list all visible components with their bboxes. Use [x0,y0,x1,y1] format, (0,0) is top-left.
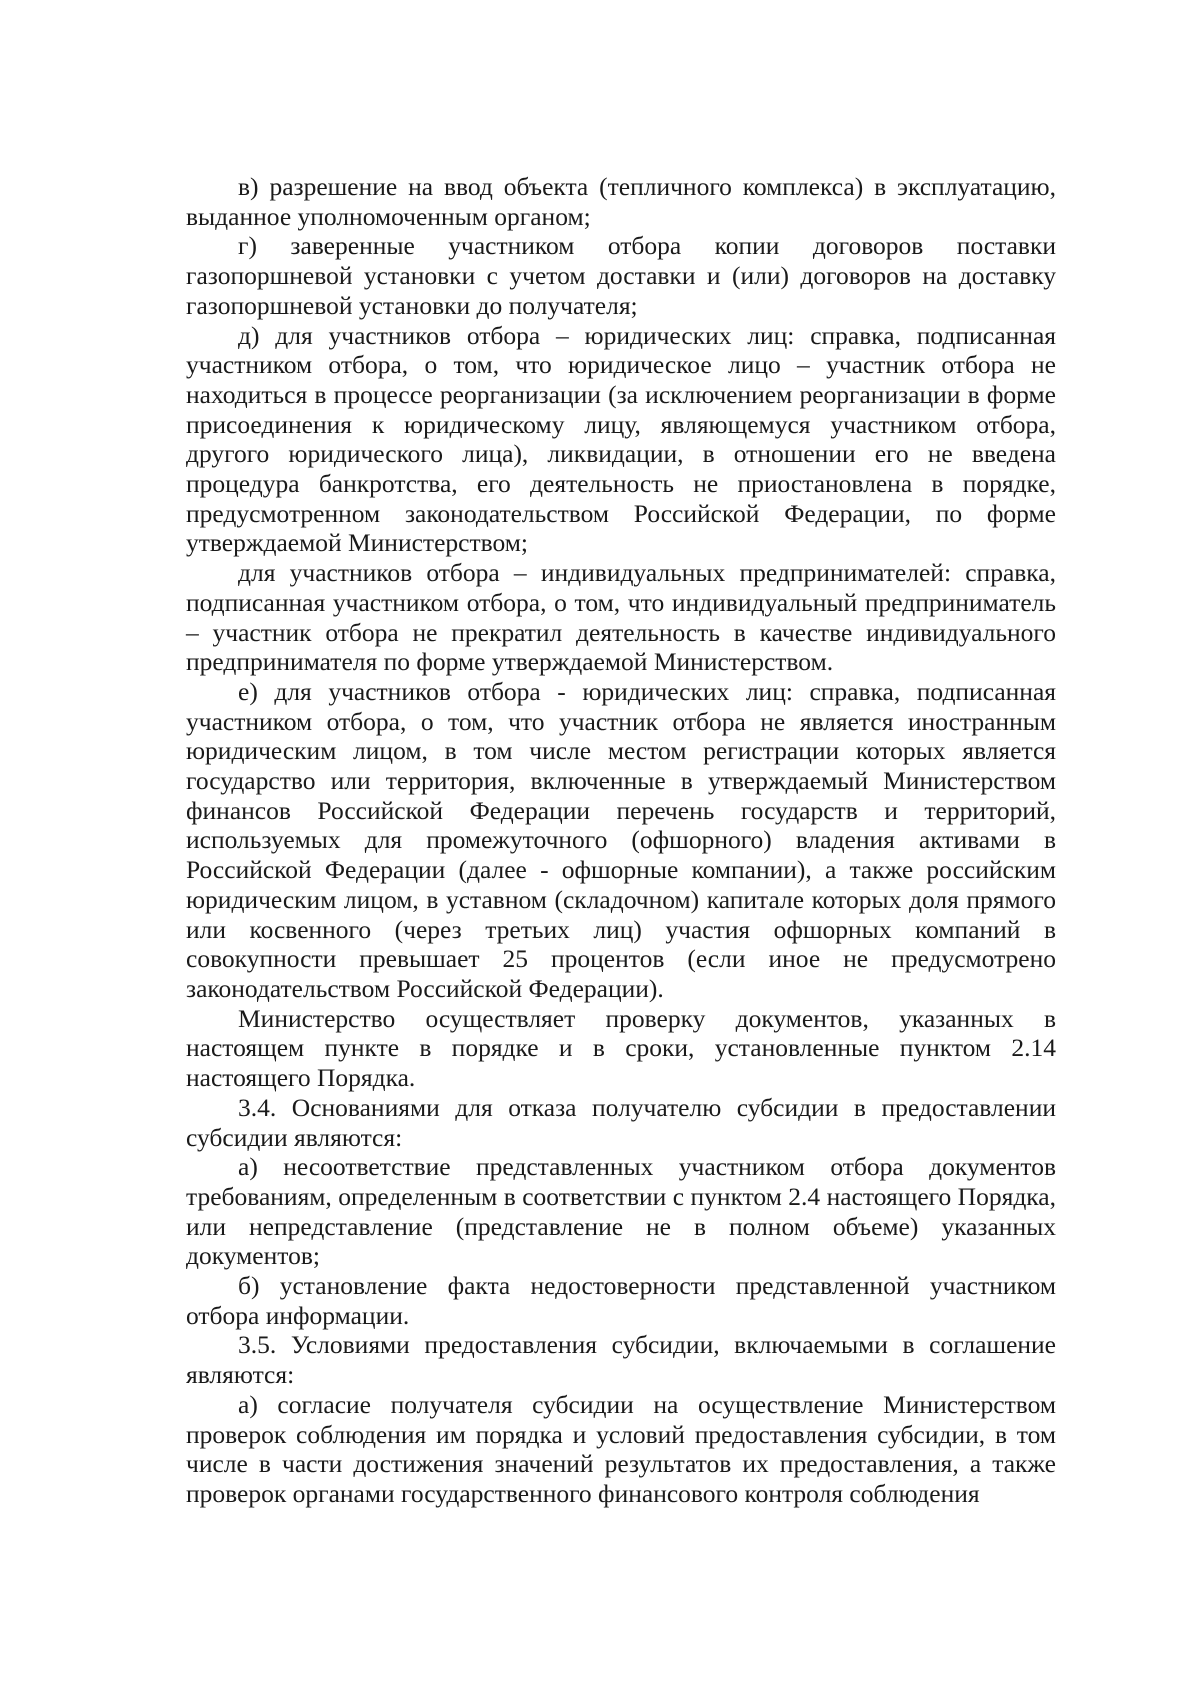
paragraph-3-4-refusal-grounds: 3.4. Основаниями для отказа получателю субсидии в предоставлении субсидии являются: [186,1092,1056,1152]
paragraph-d-legal-entities: д) для участников отбора – юридических лиц: справка, подписанная участником отбора, о том, что юридическое лицо – участник отбора не находиться в процессе реорганизации (за исключением реорганизации в форме присоединения к юридическому лицу, являющемуся участником отбора, другого юридического лица), ликвидации, в отношении его не введена процедура банкротства, его деятельность не приостановлена в порядке, предусмотренном законодательством Российской Федерации, по форме утверждаемой Министерством; [186,320,1056,558]
paragraph-v-permit: в) разрешение на ввод объекта (тепличного комплекса) в эксплуатацию, выданное уполномоченным органом; [186,172,1056,231]
paragraph-individual-entrepreneurs: для участников отбора – индивидуальных предпринимателей: справка, подписанная участником отбора, о том, что индивидуальный предприниматель – участник отбора не прекратил деятельность в качестве индивидуального предпринимателя по форме утверждаемой Министерством. [186,558,1056,677]
paragraph-ministry-check: Министерство осуществляет проверку документов, указанных в настоящем пункте в порядке и в сроки, установленные пунктом 2.14 настоящего Порядка. [186,1003,1056,1093]
document-page [186,172,1056,1509]
paragraph-a-consent: а) согласие получателя субсидии на осуществление Министерством проверок соблюдения им порядка и условий предоставления субсидии, в том числе в части достижения значений результатов их предоставления, а также проверок органами государственного финансового контроля соблюдения [186,1389,1056,1508]
paragraph-a-nonconformity: а) несоответствие представленных участником отбора документов требованиям, определенным в соответствии с пунктом 2.4 настоящего Порядка, или непредставление (представление не в полном объеме) указанных документов; [186,1152,1056,1271]
paragraph-g-contracts: г) заверенные участником отбора копии договоров поставки газопоршневой установки с учетом доставки и (или) договоров на доставку газопоршневой установки до получателя; [186,231,1056,320]
paragraph-e-offshore: е) для участников отбора - юридических лиц: справка, подписанная участником отбора, о том, что участник отбора не является иностранным юридическим лицом, в том числе местом регистрации которых является государство или территория, включенные в утверждаемый Министерством финансов Российской Федерации перечень государств и территорий, используемых для промежуточного (офшорного) владения активами в Российской Федерации (далее - офшорные компании), а также российским юридическим лицом, в уставном (складочном) капитале которых доля прямого или косвенного (через третьих лиц) участия офшорных компаний в совокупности превышает 25 процентов (если иное не предусмотрено законодательством Российской Федерации). [186,676,1056,1003]
paragraph-b-unreliable-info: б) установление факта недостоверности представленной участником отбора информации. [186,1271,1056,1330]
paragraph-3-5-conditions: 3.5. Условиями предоставления субсидии, включаемыми в соглашение являются: [186,1330,1056,1390]
